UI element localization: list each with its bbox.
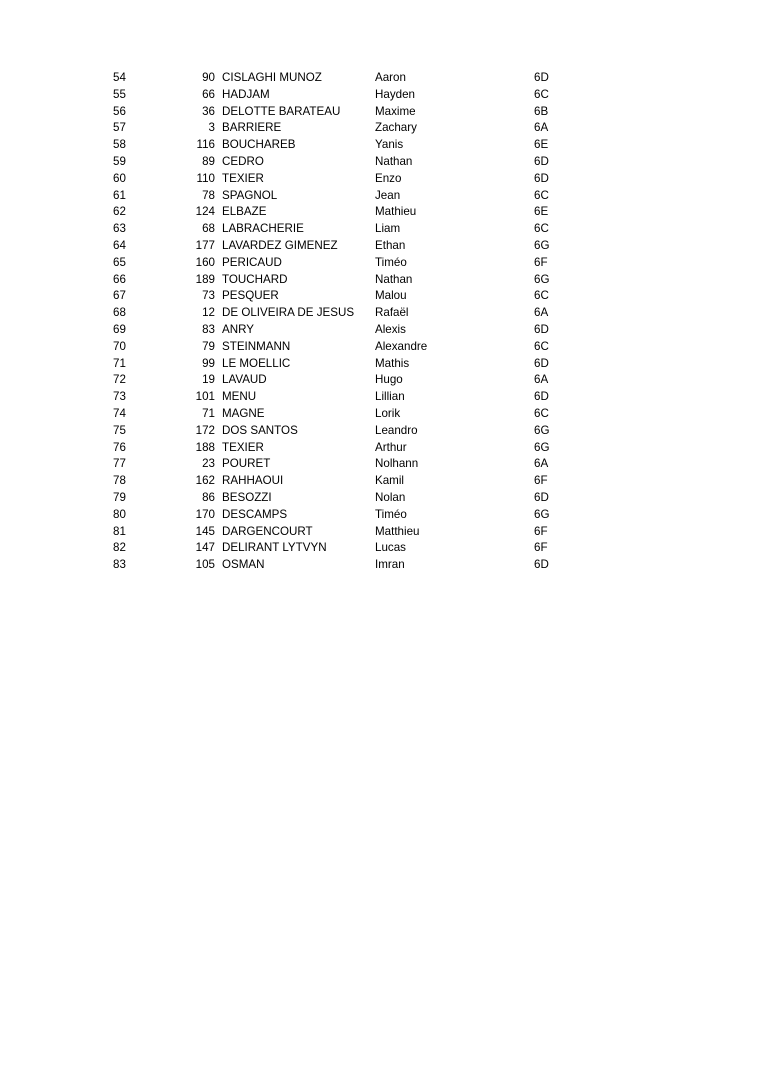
- rank-cell: 63: [113, 222, 126, 236]
- first-name-cell: Hayden: [375, 87, 415, 101]
- rank-cell: 75: [113, 423, 126, 437]
- number-cell: 170: [195, 507, 215, 521]
- rank-cell: 81: [113, 524, 126, 538]
- last-name-cell: BESOZZI: [222, 490, 272, 504]
- first-name-cell: Lorik: [375, 406, 401, 420]
- roster-row: [113, 171, 573, 188]
- roster-row: [113, 507, 573, 524]
- number-cell: 101: [195, 390, 215, 404]
- number-cell: 105: [195, 558, 215, 572]
- roster-row: [113, 221, 573, 238]
- class-code-cell: 6E: [534, 138, 549, 152]
- roster-row: [113, 557, 573, 574]
- first-name-cell: Leandro: [375, 423, 418, 437]
- roster-row: [113, 137, 573, 154]
- rank-cell: 65: [113, 255, 126, 269]
- roster-row: [113, 120, 573, 137]
- roster-row: [113, 406, 573, 423]
- roster-row: [113, 204, 573, 221]
- last-name-cell: TOUCHARD: [222, 272, 288, 286]
- last-name-cell: DELIRANT LYTVYN: [222, 541, 327, 555]
- last-name-cell: DESCAMPS: [222, 507, 288, 521]
- roster-row: [113, 456, 573, 473]
- number-cell: 66: [202, 87, 215, 101]
- first-name-cell: Aaron: [375, 71, 406, 84]
- class-code-cell: 6E: [534, 205, 549, 219]
- class-code-cell: 6D: [534, 390, 549, 404]
- class-code-cell: 6C: [534, 222, 549, 236]
- number-cell: 89: [202, 154, 215, 168]
- first-name-cell: Ethan: [375, 238, 406, 252]
- first-name-cell: Rafaël: [375, 306, 409, 320]
- rank-cell: 62: [113, 205, 126, 219]
- roster-row: [113, 288, 573, 305]
- rank-cell: 74: [113, 406, 126, 420]
- number-cell: 110: [196, 171, 215, 185]
- number-cell: 36: [202, 104, 215, 118]
- last-name-cell: TEXIER: [222, 171, 264, 185]
- rank-cell: 55: [113, 87, 126, 101]
- roster-row: [113, 389, 573, 406]
- roster-row: [113, 272, 573, 289]
- rank-cell: 66: [113, 272, 126, 286]
- class-code-cell: 6C: [534, 406, 549, 420]
- class-code-cell: 6F: [534, 541, 548, 555]
- last-name-cell: PERICAUD: [222, 255, 282, 269]
- rank-cell: 56: [113, 104, 126, 118]
- number-cell: 188: [195, 440, 215, 454]
- roster-row: [113, 255, 573, 272]
- first-name-cell: Kamil: [375, 474, 404, 488]
- roster-row: [113, 540, 573, 557]
- rank-cell: 78: [113, 474, 126, 488]
- number-cell: 86: [202, 490, 215, 504]
- first-name-cell: Lucas: [375, 541, 406, 555]
- class-code-cell: 6B: [534, 104, 549, 118]
- rank-cell: 60: [113, 171, 126, 185]
- class-code-cell: 6C: [534, 289, 549, 303]
- class-code-cell: 6C: [534, 339, 549, 353]
- last-name-cell: ELBAZE: [222, 205, 267, 219]
- number-cell: 145: [195, 524, 215, 538]
- number-cell: 19: [202, 373, 215, 387]
- rank-cell: 72: [113, 373, 126, 387]
- roster-row: [113, 339, 573, 356]
- class-code-cell: 6D: [534, 71, 549, 84]
- class-code-cell: 6G: [534, 238, 550, 252]
- number-cell: 79: [202, 339, 215, 353]
- last-name-cell: LE MOELLIC: [222, 356, 291, 370]
- class-code-cell: 6A: [534, 457, 549, 471]
- class-code-cell: 6A: [534, 121, 549, 135]
- roster-list: [113, 70, 573, 574]
- first-name-cell: Enzo: [375, 171, 402, 185]
- class-code-cell: 6D: [534, 322, 549, 336]
- last-name-cell: DOS SANTOS: [222, 423, 298, 437]
- first-name-cell: Arthur: [375, 440, 407, 454]
- number-cell: 99: [202, 356, 215, 370]
- last-name-cell: STEINMANN: [222, 339, 291, 353]
- last-name-cell: LABRACHERIE: [222, 222, 304, 236]
- last-name-cell: CISLAGHI MUNOZ: [222, 71, 322, 84]
- roster-row: [113, 423, 573, 440]
- class-code-cell: 6G: [534, 440, 550, 454]
- last-name-cell: DE OLIVEIRA DE JESUS: [222, 306, 355, 320]
- last-name-cell: OSMAN: [222, 558, 265, 572]
- roster-row: [113, 188, 573, 205]
- roster-row: [113, 70, 573, 87]
- first-name-cell: Mathieu: [375, 205, 417, 219]
- rank-cell: 57: [113, 121, 126, 135]
- rank-cell: 71: [113, 356, 126, 370]
- number-cell: 83: [202, 322, 215, 336]
- class-code-cell: 6D: [534, 558, 549, 572]
- last-name-cell: TEXIER: [222, 440, 264, 454]
- rank-cell: 70: [113, 339, 126, 353]
- number-cell: 160: [195, 255, 215, 269]
- class-code-cell: 6G: [534, 272, 550, 286]
- first-name-cell: Timéo: [375, 255, 407, 269]
- roster-row: [113, 356, 573, 373]
- number-cell: 73: [202, 289, 215, 303]
- roster-row: [113, 524, 573, 541]
- rank-cell: 64: [113, 238, 126, 252]
- first-name-cell: Alexis: [375, 322, 406, 336]
- number-cell: 189: [195, 272, 215, 286]
- rank-cell: 59: [113, 154, 126, 168]
- roster-row: [113, 473, 573, 490]
- class-code-cell: 6C: [534, 87, 549, 101]
- number-cell: 124: [195, 205, 215, 219]
- last-name-cell: MAGNE: [222, 406, 265, 420]
- rank-cell: 76: [113, 440, 126, 454]
- class-code-cell: 6D: [534, 171, 549, 185]
- rank-cell: 79: [113, 490, 126, 504]
- number-cell: 71: [202, 406, 215, 420]
- rank-cell: 61: [113, 188, 126, 202]
- first-name-cell: Timéo: [375, 507, 407, 521]
- first-name-cell: Jean: [375, 188, 401, 202]
- first-name-cell: Nathan: [375, 272, 413, 286]
- rank-cell: 69: [113, 322, 126, 336]
- first-name-cell: Nolhann: [375, 457, 419, 471]
- last-name-cell: CEDRO: [222, 154, 264, 168]
- rank-cell: 82: [113, 541, 126, 555]
- last-name-cell: DELOTTE BARATEAU: [222, 104, 341, 118]
- first-name-cell: Malou: [375, 289, 407, 303]
- rank-cell: 73: [113, 390, 126, 404]
- roster-row: [113, 87, 573, 104]
- class-code-cell: 6A: [534, 373, 549, 387]
- class-code-cell: 6C: [534, 188, 549, 202]
- roster-row: [113, 154, 573, 171]
- last-name-cell: RAHHAOUI: [222, 474, 284, 488]
- rank-cell: 54: [113, 71, 126, 84]
- class-code-cell: 6D: [534, 490, 549, 504]
- first-name-cell: Matthieu: [375, 524, 420, 538]
- first-name-cell: Yanis: [375, 138, 404, 152]
- number-cell: 23: [202, 457, 215, 471]
- roster-row: [113, 490, 573, 507]
- first-name-cell: Liam: [375, 222, 401, 236]
- rank-cell: 68: [113, 306, 126, 320]
- class-code-cell: 6G: [534, 423, 550, 437]
- rank-cell: 58: [113, 138, 126, 152]
- last-name-cell: POURET: [222, 457, 271, 471]
- last-name-cell: MENU: [222, 390, 257, 404]
- last-name-cell: HADJAM: [222, 87, 270, 101]
- first-name-cell: Nathan: [375, 154, 413, 168]
- roster-row: [113, 322, 573, 339]
- last-name-cell: DARGENCOURT: [222, 524, 313, 538]
- roster-row: [113, 104, 573, 121]
- class-code-cell: 6D: [534, 356, 549, 370]
- last-name-cell: BOUCHAREB: [222, 138, 296, 152]
- class-code-cell: 6F: [534, 524, 548, 538]
- number-cell: 12: [202, 306, 215, 320]
- last-name-cell: BARRIERE: [222, 121, 282, 135]
- number-cell: 147: [195, 541, 215, 555]
- number-cell: 172: [195, 423, 215, 437]
- last-name-cell: SPAGNOL: [222, 188, 278, 202]
- number-cell: 116: [196, 138, 215, 152]
- last-name-cell: LAVAUD: [222, 373, 267, 387]
- roster-row: [113, 440, 573, 457]
- class-code-cell: 6F: [534, 255, 548, 269]
- class-code-cell: 6D: [534, 154, 549, 168]
- last-name-cell: PESQUER: [222, 289, 279, 303]
- number-cell: 90: [202, 71, 215, 84]
- first-name-cell: Alexandre: [375, 339, 428, 353]
- last-name-cell: ANRY: [222, 322, 255, 336]
- number-cell: 162: [195, 474, 215, 488]
- roster-row: [113, 372, 573, 389]
- number-cell: 68: [202, 222, 215, 236]
- class-code-cell: 6A: [534, 306, 549, 320]
- number-cell: 3: [208, 121, 215, 135]
- number-cell: 78: [202, 188, 215, 202]
- rank-cell: 77: [113, 457, 126, 471]
- first-name-cell: Zachary: [375, 121, 417, 135]
- first-name-cell: Mathis: [375, 356, 410, 370]
- number-cell: 177: [195, 238, 215, 252]
- rank-cell: 67: [113, 289, 126, 303]
- last-name-cell: LAVARDEZ GIMENEZ: [222, 238, 338, 252]
- roster-row: [113, 305, 573, 322]
- first-name-cell: Imran: [375, 558, 405, 572]
- first-name-cell: Maxime: [375, 104, 416, 118]
- class-code-cell: 6G: [534, 507, 550, 521]
- class-code-cell: 6F: [534, 474, 548, 488]
- rank-cell: 80: [113, 507, 126, 521]
- first-name-cell: Hugo: [375, 373, 403, 387]
- roster-row: [113, 238, 573, 255]
- rank-cell: 83: [113, 558, 126, 572]
- first-name-cell: Lillian: [375, 390, 405, 404]
- first-name-cell: Nolan: [375, 490, 406, 504]
